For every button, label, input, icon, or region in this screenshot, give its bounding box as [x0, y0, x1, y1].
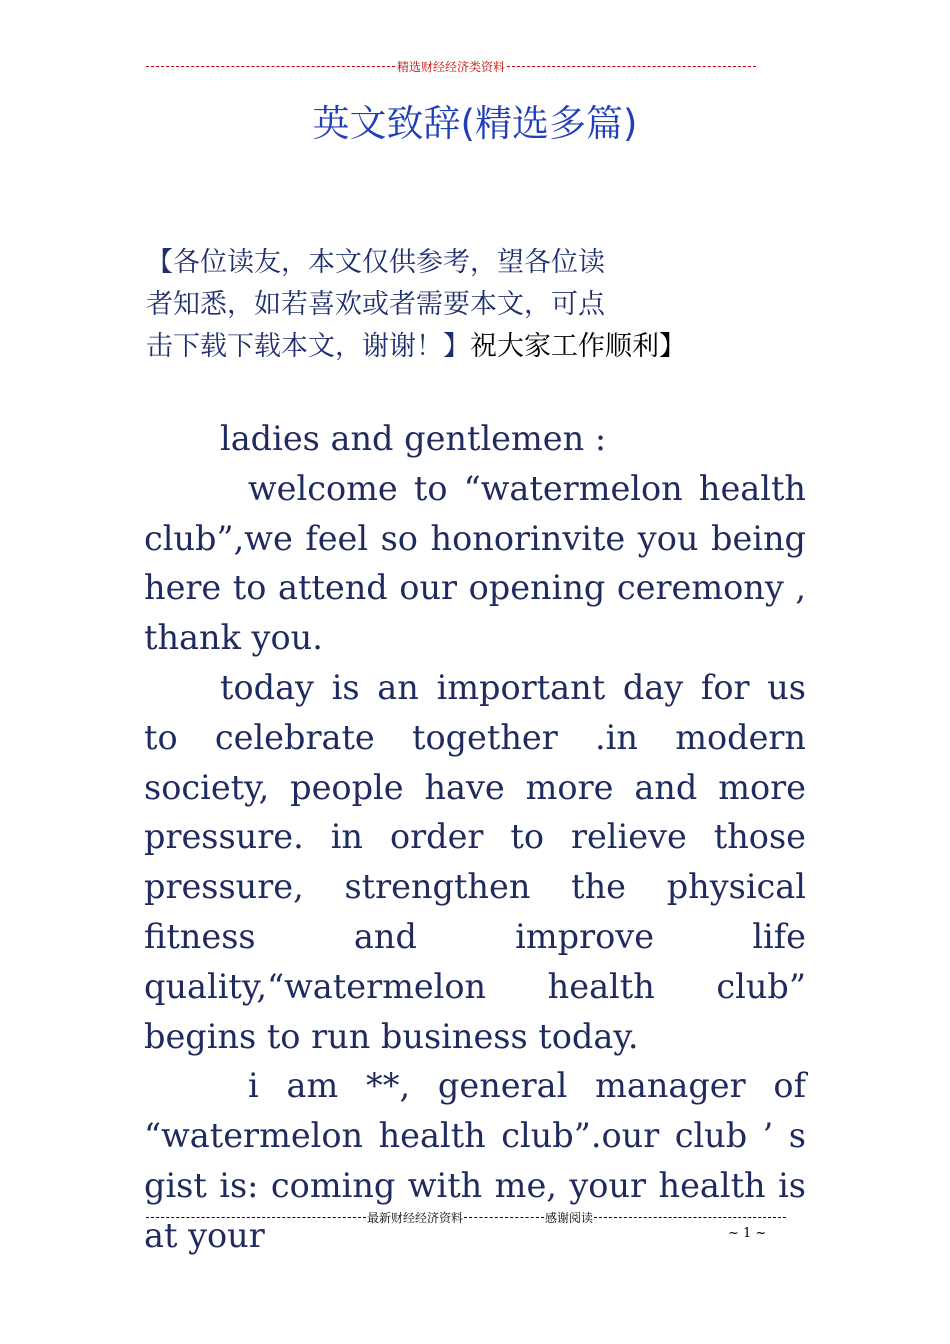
notice-line-1: 【各位读友，本文仅供参考，望各位读 — [146, 247, 605, 278]
reader-notice — [146, 242, 806, 368]
footer-label-2: 感谢阅读 — [545, 1210, 594, 1225]
notice-line-2: 者知悉，如若喜欢或者需要本文，可点 — [146, 289, 605, 320]
notice-line-3 — [146, 326, 806, 368]
footer-divider-2 — [464, 1217, 544, 1218]
header-divider-left — [146, 66, 395, 67]
document-title: 英文致辞(精选多篇) — [312, 102, 638, 145]
notice-line-3-text: 击下载下载本文，谢谢！】 — [146, 331, 470, 362]
footer-divider-3 — [594, 1217, 786, 1218]
today-paragraph: today is an important day for us to celebrate together .in modern society, people have more and more pressure. in order to relieve those pressure, strengthen the physical fitness and improve life quality,“watermelon health club” begins to run business today. — [144, 667, 806, 1056]
manager-paragraph: i am **, general manager of “watermelon health club”.our club ’ s gist is: coming with me, your health is at your — [144, 1066, 806, 1255]
notice-blessing: 祝大家工作顺利】 — [470, 331, 686, 362]
header-divider-right — [507, 66, 756, 67]
welcome-paragraph: welcome to “watermelon health club”,we feel so honorinvite you being here to attend our opening ceremony , thank you. — [144, 468, 806, 658]
page-number: ~ 1 ~ — [728, 1226, 767, 1241]
footer-label-1: 最新财经经济资料 — [367, 1210, 464, 1225]
page-header — [146, 56, 756, 76]
greeting-paragraph: ladies and gentlemen : — [220, 419, 607, 458]
speech-body — [144, 414, 806, 1261]
page-footer — [146, 1208, 786, 1226]
footer-divider-1 — [146, 1217, 366, 1218]
header-label: 精选财经经济类资料 — [397, 59, 506, 74]
